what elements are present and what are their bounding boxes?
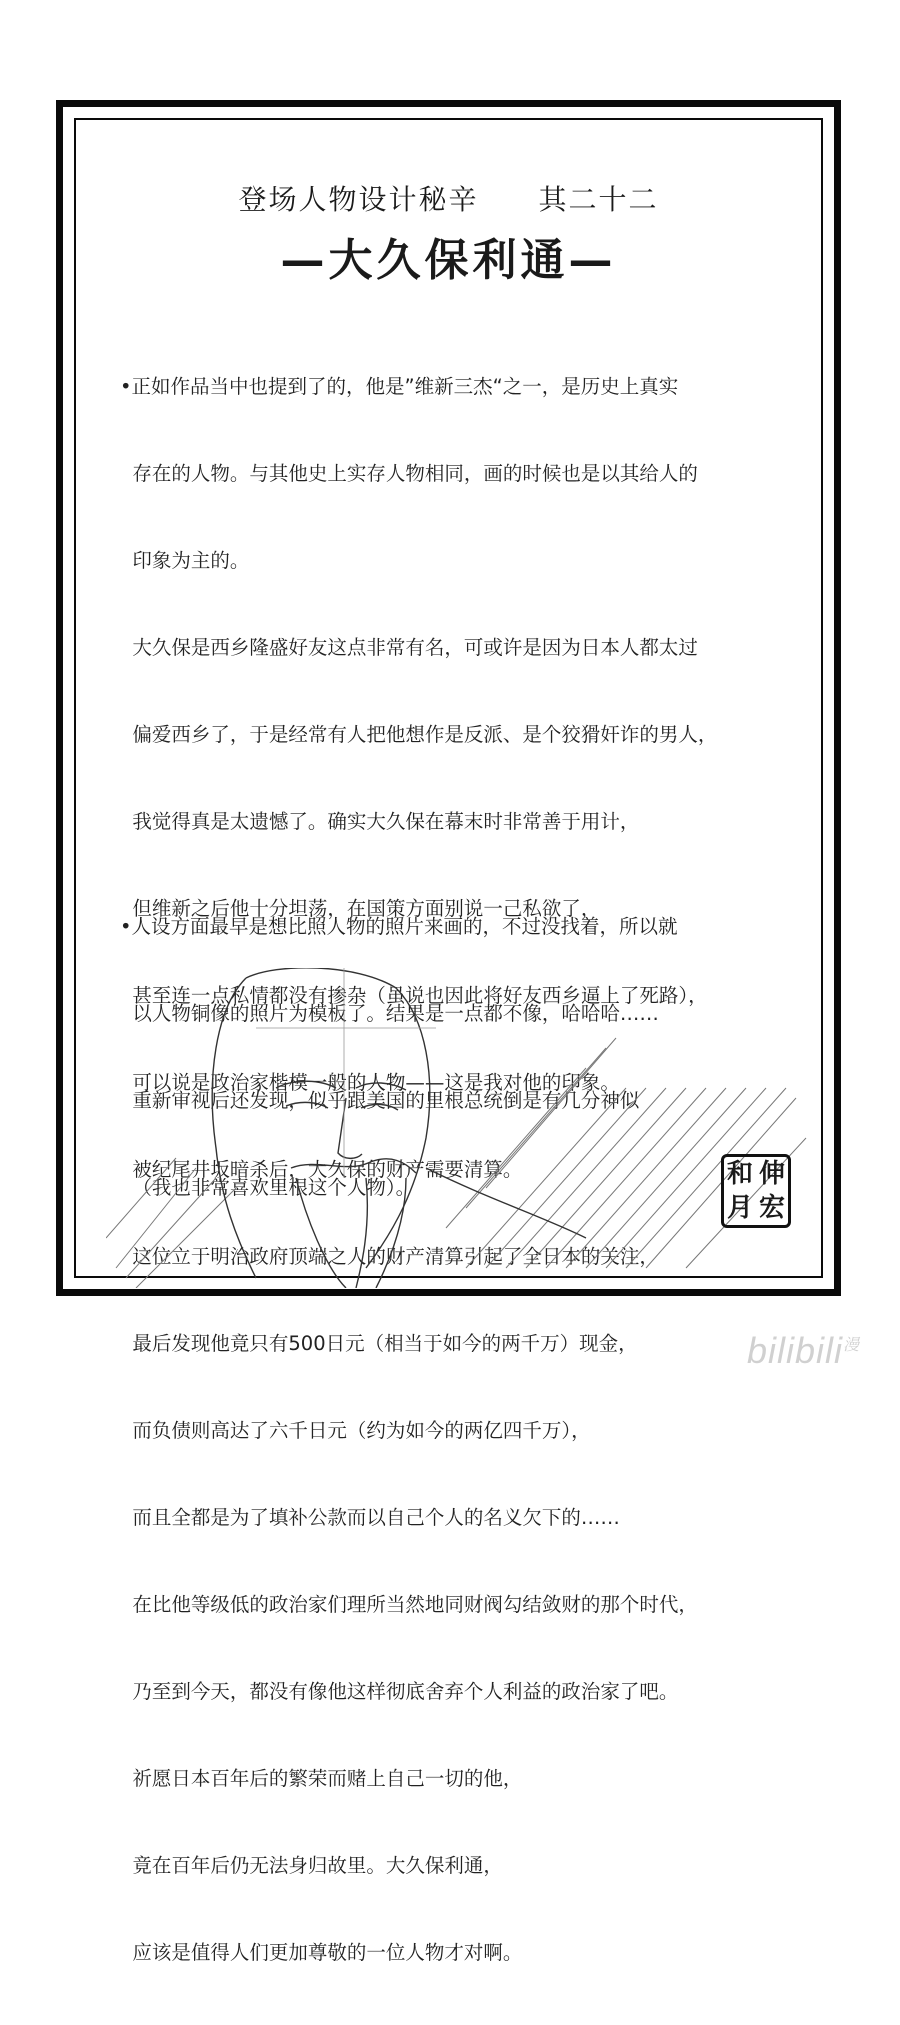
seal-char: 宏 <box>758 1193 785 1223</box>
bilibili-watermark <box>747 1330 860 1372</box>
text-line: 竟在百年后仍无法身归故里。大久保利通， <box>120 1854 503 1877</box>
text-line: •人设方面最早是想比照人物的照片来画的，不过没找着，所以就 <box>120 915 678 938</box>
text-line: 而负债则高达了六千日元（约为如今的两亿四千万）， <box>120 1419 591 1442</box>
text-line: 祈愿日本百年后的繁荣而赌上自己一切的他， <box>120 1767 523 1790</box>
hatching-lines <box>106 1038 806 1288</box>
page-subtitle: 登场人物设计秘辛 其二十二 <box>238 183 659 216</box>
text-line: 偏爱西乡了，于是经常有人把他想作是反派、是个狡猾奸诈的男人， <box>120 723 718 746</box>
figure-outline <box>212 968 586 1288</box>
text-line: 这位立于明治政府顶端之人的财产清算引起了全日本的关注， <box>120 1245 659 1268</box>
text-line: 最后发现他竟只有500日元（相当于如今的两千万）现金， <box>120 1332 638 1355</box>
text-line: 甚至连一点私情都没有掺杂（虽说也因此将好友西乡逼上了死路）， <box>120 984 708 1007</box>
text-line: 重新审视后还发现，似乎跟美国的里根总统倒是有几分神似 <box>120 1089 640 1112</box>
text-line: （我也非常喜欢里根这个人物）。 <box>120 1176 416 1199</box>
seal-char: 月 <box>726 1193 753 1223</box>
seal-char: 伸 <box>758 1159 785 1189</box>
watermark-suffix: 漫 <box>842 1337 860 1354</box>
seal-char: 和 <box>726 1159 753 1189</box>
text-line: 乃至到今天，都没有像他这样彻底舍弃个人利益的政治家了吧。 <box>120 1680 679 1703</box>
text-line: 可以说是政治家楷模一般的人物——这是我对他的印象。 <box>120 1071 620 1094</box>
page-title: —大久保利通— <box>280 235 617 286</box>
text-line: 被纪尾井坂暗杀后，大久保的财产需要清算。 <box>120 1158 523 1181</box>
text-line: 存在的人物。与其他史上实存人物相同，画的时候也是以其给人的 <box>120 462 698 485</box>
guide-lines <box>256 968 436 1178</box>
text-line: 我觉得真是太遗憾了。确实大久保在幕末时非常善于用计， <box>120 810 640 833</box>
text-line: •正如作品当中也提到了的，他是”维新三杰“之一，是历史上真实 <box>120 375 679 398</box>
text-line: 印象为主的。 <box>120 549 250 572</box>
text-line: 应该是值得人们更加尊敬的一位人物才对啊。 <box>120 1941 523 1964</box>
text-line: 以人物铜像的照片为模板了。结果是一点都不像，哈哈哈…… <box>120 1002 659 1025</box>
text-line: 大久保是西乡隆盛好友这点非常有名，可或许是因为日本人都太过 <box>120 636 698 659</box>
text-line: 在比他等级低的政治家们理所当然地同财阀勾结敛财的那个时代， <box>120 1593 698 1616</box>
portrait-sketch <box>106 968 846 1288</box>
artist-seal <box>721 1154 791 1228</box>
text-line: 但维新之后他十分坦荡，在国策方面别说一己私欲了， <box>120 897 601 920</box>
watermark-text: bilibili <box>746 1330 843 1371</box>
text-line: 而且全都是为了填补公款而以自己个人的名义欠下的…… <box>120 1506 620 1529</box>
